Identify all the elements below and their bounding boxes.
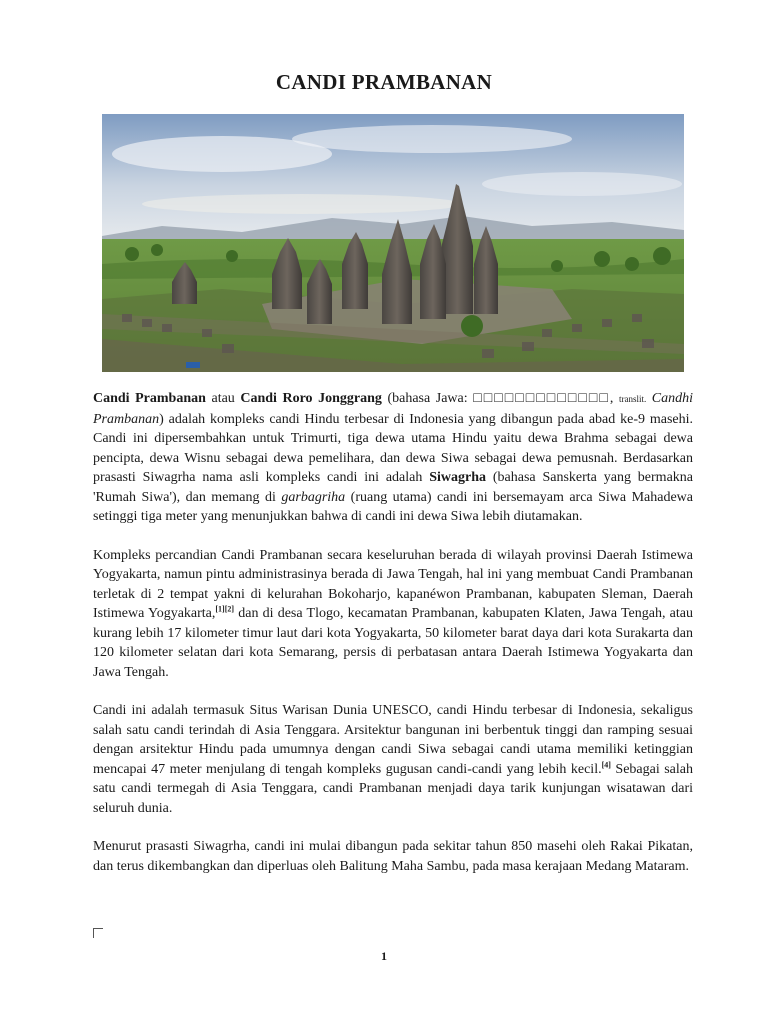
text: Kompleks percandian Candi Prambanan secara keseluruhan berada di wilayah provinsi Daerah Istimewa Yogyakarta, namun pintu administrasinya berada di Jawa Tengah, hal ini yang membuat Candi Prambanan terletak di 2 tempat yakni di kelurahan Bokoharjo, kapanéwon Prambanan, kabupaten Sleman, Daerah Istimewa Yogyakarta,	[93, 547, 693, 621]
text: Sebagai salah satu candi termegah di Asia Tenggara, candi Prambanan menjadi daya tarik kunjungan wisatawan dari seluruh dunia.	[93, 761, 693, 816]
corner-marker-icon	[93, 928, 103, 938]
paragraph-3	[93, 701, 693, 818]
temple-illustration	[102, 114, 684, 372]
term-garbagriha: garbagriha	[281, 489, 346, 505]
text: Menurut prasasti Siwagrha, candi ini mulai dibangun pada sekitar tahun 850 masehi oleh Rakai Pikatan, dan terus dikembangkan dan diperluas oleh Balitung Maha Sambu, pada masa kerajaan Medang Mataram.	[93, 839, 693, 874]
text: dan di desa Tlogo, kecamatan Prambanan, kabupaten Klaten, Jawa Tengah, atau kurang lebih 17 kilometer timur laut dari kota Yogyakarta, 50 kilometer barat daya dari kota Surakarta dan 120 kilometer selatan dari kota Semarang, persis di perbatasan antara Daerah Istimewa Yogyakarta dan Jawa Tengah.	[93, 606, 693, 680]
paragraph-2	[93, 546, 693, 683]
article-body	[93, 389, 693, 895]
prambanan-temple-photo	[102, 114, 684, 372]
translit-label: translit.	[618, 394, 647, 404]
text: (bahasa Jawa: □□□□□□□□□□□□□,	[381, 391, 619, 406]
text: Candi ini adalah termasuk Situs Warisan Dunia UNESCO, candi Hindu terbesar di Indonesia, sekaligus salah satu candi terindah di Asia Tenggara. Arsitektur bangunan ini berbentuk tinggi dan ramping sesuai dengan arsitektur Hindu pada umumnya dengan candi Siwa sebagai candi utama memiliki ketinggian mencapai 47 meter menjulang di tengah kompleks gugusan candi-candi yang lebih kecil.	[93, 703, 693, 777]
text: (ruang utama) candi ini bersemayam arca Siwa Mahadewa setinggi tiga meter yang menunjukkan bahwa di candi ini dewa Siwa lebih diutamakan.	[93, 489, 693, 524]
footnote-ref[interactable]: [4]	[601, 759, 611, 769]
text: (bahasa Sanskerta yang bermakna 'Rumah Siwa'), dan memang di	[93, 470, 693, 505]
term-candi-prambanan: Candi Prambanan	[93, 391, 206, 406]
text: ) adalah kompleks candi Hindu terbesar di Indonesia yang dibangun pada abad ke-9 masehi. Candi ini dipersembahkan untuk Trimurti, tiga dewa utama Hindu yaitu dewa Brahma sebagai dewa pencipta, dewa Wisnu sebagai dewa pemelihara, dan dewa Siwa sebagai dewa pemusnah. Berdasarkan prasasti Siwagrha nama asli kompleks candi ini adalah	[93, 411, 693, 485]
page-title: CANDI PRAMBANAN	[275, 70, 493, 94]
term-siwagrha: Siwagrha	[429, 470, 487, 485]
page-number: 1	[381, 949, 387, 963]
footnote-ref[interactable]: [1][2]	[215, 604, 235, 614]
javanese-name: Candhi Prambanan	[93, 391, 693, 427]
paragraph-1	[93, 389, 693, 527]
paragraph-4	[93, 837, 693, 876]
term-candi-roro-jonggrang: Candi Roro Jonggrang	[240, 391, 382, 406]
sign	[186, 362, 200, 368]
text: atau	[205, 391, 241, 406]
